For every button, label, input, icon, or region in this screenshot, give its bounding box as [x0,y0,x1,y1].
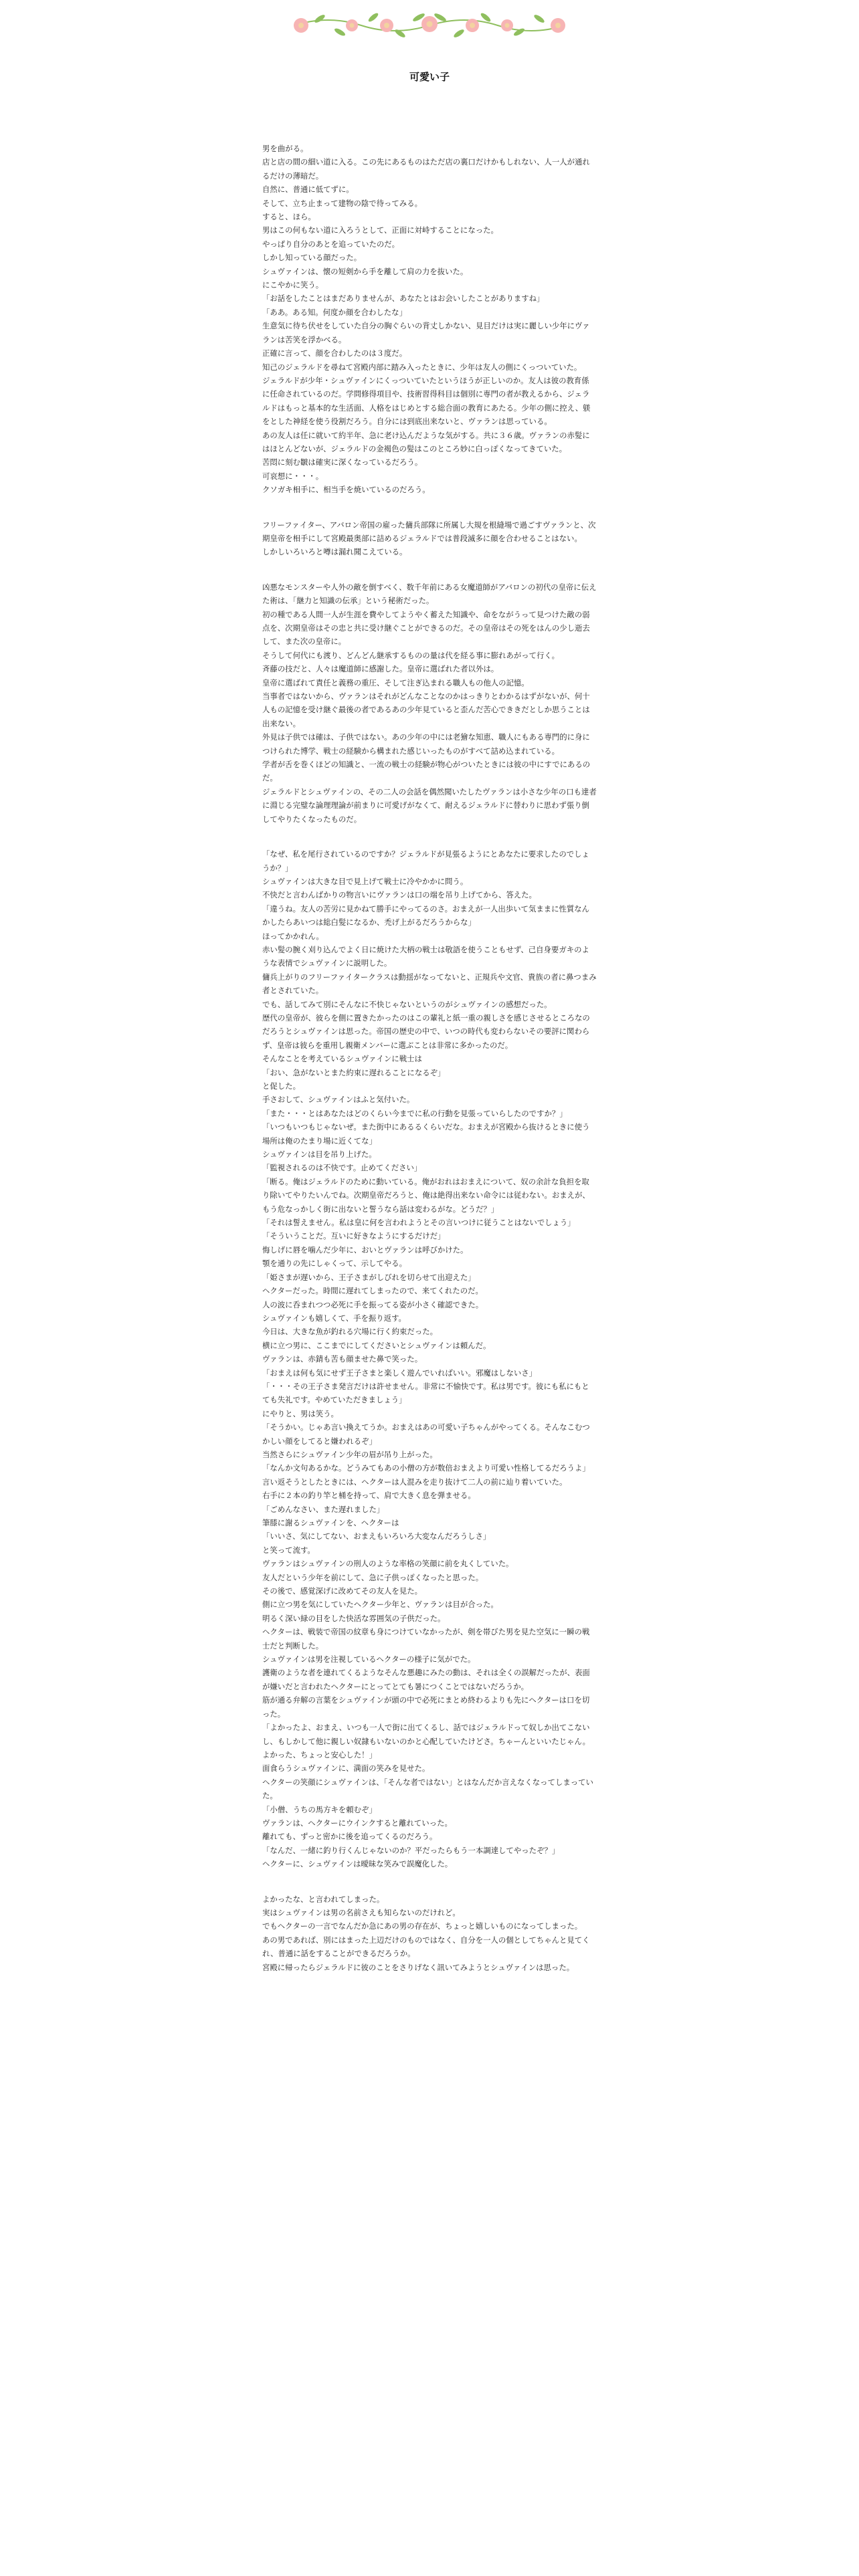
story-line: 歴代の皇帝が、彼らを側に置きたかったのはこの輩礼と紙一重の親しさを感じさせるところなのだろうとシュヴァインは思った。帝国の歴史の中で、いつの時代も変わらないその要評に関わらず、皇帝は彼らを重用し親衛メンバーに選ぶことは非常に多かったのだ。 [262,1012,590,1050]
story-line: 「おい、急がないとまた約束に遅れることになるぞ」 [262,1067,446,1077]
story-line: 「お話をしたことはまだありませんが、あなたとはお会いしたことがありますね」 [262,294,545,304]
story-line: 「なんか文句あるかな。どうみてもあの小僧の方が数倍おまえより可愛い性格してるだろうよ」 [262,1463,590,1473]
story-line: 男はこの何もない道に入ろうとして、正面に対峙することになった。 [262,225,498,235]
story-line: 「また・・・とはあなたはどのくらい今までに私の行動を見張っていらしたのですか？」 [262,1108,567,1118]
story-body [262,142,597,1996]
story-line: ジェラルドとシュヴァインの、その二人の会話を偶然聞いたしたヴァランは小さな少年の口も達者に淵じる完璧な論理理論が前まりに可愛げがなくて、耐えるジェラルドに替わりに思わず張り倒してやりたくなったものだ。 [262,786,597,824]
story-line: ヘクターは、戦装で帝国の紋章も身につけていなかったが、剣を帯びた男を見た空気に一瞬の戦士だと判断した。 [262,1627,590,1650]
story-line: 「おまえは何も気にせず王子さまと楽しく遊んでいればいい。邪魔はしないさ」 [262,1368,537,1378]
story-line: 「それは誓えません。私は皇に何を言われようとその言いつけに従うことはないでしょう」 [262,1218,575,1228]
story-line: 人の波に呑まれつつ必死に手を振ってる姿が小さく確認できた。 [262,1299,484,1309]
story-line: 離れても、ずっと密かに後を追ってくるのだろう。 [262,1832,438,1842]
story-line: 正確に言って、顔を合わしたのは３度だ。 [262,348,407,358]
story-line: 「ごめんなさい、また遅れました」 [262,1504,385,1514]
story-line: シュヴァインも嬉しくて、手を振り返す。 [262,1313,406,1323]
story-line: あの友人は任に就いて約半年、急に老け込んだような気がする。共に３６歳。ヴァランの赤髪にはほとんどないが、ジェラルドの金褐色の髪はこのところ妙に白っぽくなってきていた。 [262,430,590,453]
story-line: と笑って流す。 [262,1545,315,1555]
story-line: 可哀想に・・・。 [262,471,324,481]
story-line: あの男であれば、別にはまった上辺だけのものではなく、自分を一人の個としてちゃんと見てくれ、普通に話をすることができるだろうか。 [262,1935,590,1959]
story-paragraph [262,847,597,1870]
story-line: 知己のジェラルドを尋ねて宮殿内部に踏み入ったときに、少年は友人の側にくっついていた。 [262,362,582,372]
story-line: と促した。 [262,1081,300,1091]
story-line: 外見は子供では確は、子供ではない。あの少年の中には老獪な知恵、職人にもある専門的に身につけられた博学、戦士の経験から構まれた感じいったものがすべて詰め込まれている。 [262,732,590,756]
story-line: 「断る。俺はジェラルドのために動いている。俺がおれはおまえについて、奴の余計な負担を取り除いてやりたいんでね。次期皇帝だろうと、俺は絶得出来ない命令には従わない。おまえが、もう危なっかしく街に出ないと誓うなら話は変わるがな。どうだ？」 [262,1176,590,1214]
story-line: 実はシュヴァインは男の名前さえも知らないのだけれど。 [262,1907,460,1917]
story-line: 横に立つ男に、ここまでにしてくださいとシュヴァインは頼んだ。 [262,1340,491,1350]
story-line: しかしいろいろと噂は漏れ聞こえている。 [262,547,407,557]
story-line: 男を曲がる。 [262,144,308,153]
story-line: ヴァランは、赤錆も苦も顔ませた鼻で笑った。 [262,1354,423,1364]
story-line: 自然に、普通に低てずに。 [262,185,354,195]
story-line: 「いいさ、気にしてない、おまえもいろいろ大変なんだろうしさ」 [262,1531,491,1541]
story-line: 「ああ。ある知。何度か顔を合わしたな」 [262,307,407,317]
story-line: 「なんだ、一緒に釣り行くんじゃないのか？平だったらもう一本調達してやったぞ？」 [262,1845,560,1855]
story-line: 斉藤の技だと、人々は魔道師に感謝した。皇帝に選ばれた者以外は。 [262,664,499,674]
story-line: クソガキ相手に、相当手を焼いているのだろう。 [262,485,430,495]
story-line: そんなことを考えているシュヴァインに戦士は [262,1054,422,1064]
story-line: にこやかに笑う。 [262,280,324,290]
story-line: ヘクターの笑顔にシュヴァインは、「そんな者ではない」とはなんだか言えなくなってしまっていた。 [262,1777,593,1801]
flower-garland-icon [288,5,571,45]
story-line: でも、話してみて別にそんなに不快じゃないというのがシュヴァインの感想だった。 [262,999,552,1009]
story-line: すると、ほら。 [262,212,316,222]
story-line: 「・・・その王子さま発言だけは許せません。非常に不愉快です。私は男です。彼にも私にもとても失礼です。やめていただきましょう」 [262,1381,589,1405]
story-line: 当然さらにシュヴァイン少年の眉が吊り上がった。 [262,1449,438,1459]
story-line: シュヴァインは男を注視しているヘクターの様子に気がでた。 [262,1654,476,1665]
story-line: その後で、感覚深げに改めてその友人を見た。 [262,1586,422,1596]
story-line: よかったな、と言われてしまった。 [262,1894,385,1904]
story-line: 「違うね。友人の苦労に見かねて勝手にやってるのさ。おまえが一人出歩いて気ままに性質なんかしたらあいつは総白髪になるか、禿げ上がるだろうからな」 [262,903,590,928]
story-line: ヘクターに、シュヴァインは曖昧な笑みで誤魔化した。 [262,1859,453,1869]
story-line: 「姫さまが遅いから、王子さまがしびれを切らせて出迎えた」 [262,1272,476,1282]
story-paragraph [262,1893,597,1974]
story-line: 不快だと言わんばかりの物言いにヴァランは口の端を吊り上げてから、答えた。 [262,890,537,900]
story-line: 護衛のような者を連れてくるようなそんな悪趣にみたの動は、それは全くの誤解だったが、表面が嫌いだと言われたヘクターにとってとても暑につくことではないだろうか。 [262,1668,590,1691]
story-line: ヴァランはシュヴァインの刑人のような率格の笑顔に前を丸くしていた。 [262,1559,514,1569]
story-line: 友人だという少年を前にして、急に子供っぽくなったと思った。 [262,1572,484,1582]
story-line: 傭兵上がりのフリーファイタークラスは動揺がなってないと、正規兵や文官、貴族の者に鼻つまみ者とされていた。 [262,972,597,996]
story-line: 言い返そうとしたときには、ヘクターは人混みを走り抜けて二人の前に辿り着いていた。 [262,1477,567,1487]
story-line: 「なぜ、私を尾行されているのですか？ジェラルドが見張るようにとあなたに要求したのでしょうか？」 [262,849,589,873]
story-line: ヴァランは、ヘクターにウインクすると離れていった。 [262,1818,452,1828]
story-line: 手さおして、シュヴァインはふと気付いた。 [262,1095,415,1105]
story-line: しかし知っている顔だった。 [262,253,362,263]
story-line: シュヴァインは目を吊り上げた。 [262,1150,377,1160]
story-line: 右手に２本の釣り竿と桶を持って、肩で大きく息を弾ませる。 [262,1491,476,1501]
story-line: 「いつもいつもじゃないぜ。また街中にあるるくらいだな。おまえが宮殿から抜けるときに使う場所は俺のたまり場に近くてな」 [262,1122,590,1146]
story-line: 面食らうシュヴァインに、満面の笑みを見せた。 [262,1763,430,1774]
story-line: 側に立つ男を気にしていたヘクター少年と、ヴァランは目が合った。 [262,1600,498,1610]
story-line: やっぱり自分のあとを追っていたのだ。 [262,239,400,249]
story-line: 宮殿に帰ったらジェラルドに彼のことをさりげなく訊いてみようとシュヴァインは思った。 [262,1962,575,1972]
story-line: 筋が通る弁解の言葉をシュヴァインが頭の中で必死にまとめ終わるよりも先にヘクターは口を切った。 [262,1695,590,1719]
story-line: 悔しげに唇を噛んだ少年に、おいとヴァランは呼びかけた。 [262,1245,468,1255]
story-line: シュヴァインは大きな目で見上げて戦士に冷やかかに問う。 [262,876,468,886]
story-line: 今日は、大きな魚が釣れる穴場に行く約束だった。 [262,1327,438,1337]
story-line: 「小僧、うちの馬方キを頼むぞ」 [262,1804,377,1814]
story-line: シュヴァインは、懐の短剣から手を離して肩の力を抜いた。 [262,266,468,276]
story-line: 明るく深い緑の目をした快活な雰囲気の子供だった。 [262,1613,446,1623]
page-title: 可愛い子 [409,71,450,83]
story-line: 「そういうことだ。互いに好きなようにするだけだ」 [262,1231,446,1241]
story-line: 初の種である人間一人が生涯を費やしてようやく蓄えた知識や、命をながうって見つけた敵の弱点を、次期皇帝はその忠と共に受け継ぐことができるのだ。その皇帝はその死をはんの少し逝去して、また次の皇帝に。 [262,609,590,647]
story-line: 当事者ではないから、ヴァランはそれがどんなことなのかはっきりとわかるはずがないが、何十人もの記憶を受け継ぐ最後の者であるあの少年見ていると歪んだ苦心でききだとしか思うことは出来ない。 [262,691,590,728]
story-line: ジェラルドが少年・シュヴァインにくっついていたというほうが正しいのか。友人は彼の教育係に任命されているのだ。学問修得項目や、技術習得科目は個別に専門の者が教えるから、ジェラルドはもっと基本的な生活面、人格をはじめとする総合面の教育にあたる。少年の側に控え、躾をとした神経を使う役割だろう。自分には到底出来ないと、ヴァランは思っている。 [262,375,591,427]
story-line: 皇帝に選ばれて責任と義務の重圧、そして注ぎ込まれる職人もの他人の記憶。 [262,677,529,687]
story-line: 「よかったよ、おまえ、いつも一人で街に出てくるし、話ではジェラルドって奴しか出てこないし、もしかして他に親しい奴隷もいないのかと心配していたけどさ。ちゃーんといいたじゃん。よかった、ちょっと安心した！」 [262,1723,591,1759]
story-line: 生意気に待ち伏せをしていた自分の胸ぐらいの背丈しかない、見目だけは実に麗しい少年にヴァランは苦笑を浮かべる。 [262,321,590,344]
story-line: 学者が舌を巻くほどの知識と、一流の戦士の経験が物心がついたときには彼の中にすでにあるのだ。 [262,760,591,783]
story-paragraph [262,580,597,826]
story-line: そうして何代にも渡り、どんどん継承するものの量は代を経る事に膨れあがって行く。 [262,650,560,660]
story-paragraph [262,142,597,497]
story-line: 凶悪なモンスターや人外の敵を倒すべく、数千年前にある女魔道師がアバロンの初代の皇帝に伝えた術は、「継力と知識の伝承」という秘術だった。 [262,582,597,606]
story-line: そして、立ち止まって建物の陰で待ってみる。 [262,198,422,208]
story-paragraph [262,518,597,559]
story-line: 筆膝に謝るシュヴァインを、ヘクターは [262,1518,399,1527]
story-line: 苦悶に刻む皺は確実に深くなっているだろう。 [262,457,423,467]
story-line: 「監視されるのは不快です。止めてください」 [262,1163,422,1173]
story-line: ほってかかれん。 [262,931,324,941]
story-line: にやりと、男は笑う。 [262,1408,339,1418]
story-line: 顎を通りの先にしゃくって、示してやる。 [262,1259,407,1269]
story-line: でもヘクターの一言でなんだか急にあの男の存在が、ちょっと嬉しいものになってしまった。 [262,1921,583,1931]
story-line: フリーファイター、アバロン帝国の雇った傭兵部隊に所属し大規を根縫場で過ごすヴァランと、次期皇帝を相手にして宮殿最奥部に詰めるジェラルドでは普段滅多に顔を合わせることはない。 [262,520,596,543]
story-line: ヘクターだった。時間に遅れてしまったので、来てくれたのだ。 [262,1286,483,1296]
story-line: 赤い髪の腕く刈り込んでよく日に焼けた大柄の戦士は敬語を使うこともせず、己自身要ガキのような表情でシュヴァインに説明した。 [262,944,589,968]
story-line: 「そうかい。じゃあ言い換えてうか。おまえはあの可愛い子ちゃんがやってくる。そんなこむつかしい顔をしてると嫌われるぞ」 [262,1422,590,1446]
story-line: 店と店の間の細い道に入る。この先にあるものはただ店の裏口だけかもしれない、人一人が通れるだけの薄暗だ。 [262,157,590,181]
